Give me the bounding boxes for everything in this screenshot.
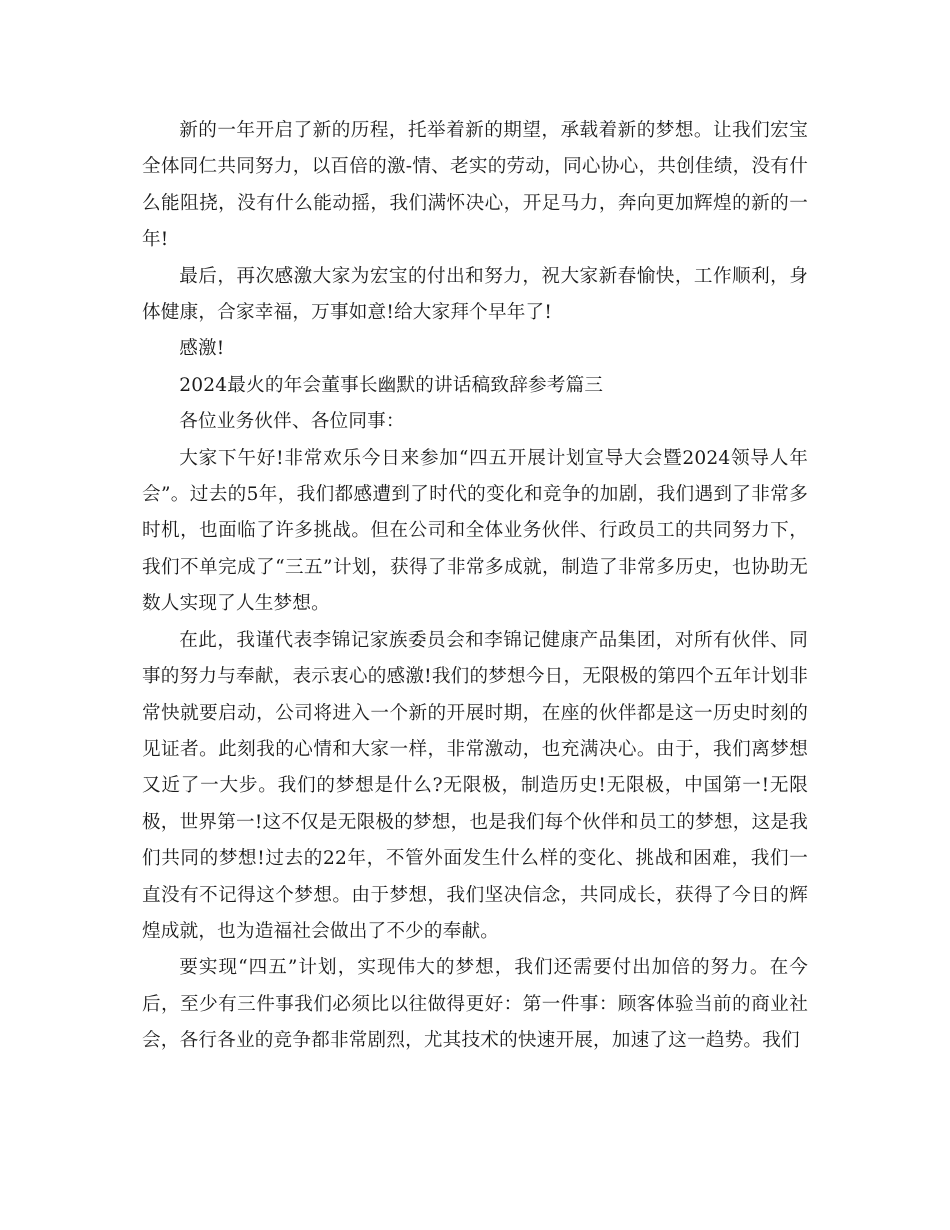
- section-heading: 2024最火的年会董事长幽默的讲话稿致辞参考篇三: [179, 374, 604, 396]
- paragraph: 大家下午好!非常欢乐今日来参加“四五开展计划宣导大会暨2024领导人年会”。过去的5年，我们都感遭到了时代的变化和竞争的加剧，我们遇到了非常多时机，也面临了许多挑战。但在公司和全体业务伙伴、行政员工的共同努力下，我们不单完成了“三五”计划，获得了非常多成就，制造了非常多历史，也协助无数人实现了人生梦想。: [142, 447, 808, 615]
- paragraph: 要实现“四五”计划，实现伟大的梦想，我们还需要付出加倍的努力。在今后，至少有三件事我们必须比以往做得更好：第一件事：顾客体验当前的商业社会，各行各业的竞争都非常剧烈，尤其技术的快速开展，加速了这一趋势。我们: [142, 957, 808, 1052]
- paragraph: 在此，我谨代表李锦记家族委员会和李锦记健康产品集团，对所有伙伴、同事的努力与奉献，表示衷心的感激!我们的梦想今日，无限极的第四个五年计划非常快就要启动，公司将进入一个新的开展时期，在座的伙伴都是这一历史时刻的见证者。此刻我的心情和大家一样，非常激动，也充满决心。由于，我们离梦想又近了一大步。我们的梦想是什么?无限极，制造历史!无限极，中国第一!无限极，世界第一!这不仅是无限极的梦想，也是我们每个伙伴和员工的梦想，这是我们共同的梦想!过去的22年，不管外面发生什么样的变化、挑战和困难，我们一直没有不记得这个梦想。由于梦想，我们坚决信念，共同成长，获得了今日的辉煌成就，也为造福社会做出了不少的奉献。: [142, 629, 808, 942]
- paragraph: 新的一年开启了新的历程，托举着新的期望，承载着新的梦想。让我们宏宝全体同仁共同努力，以百倍的激-情、老实的劳动，同心协心，共创佳绩，没有什么能阻挠，没有什么能动摇，我们满怀决心，开足马力，奔向更加辉煌的新的一年!: [142, 120, 808, 251]
- paragraph: 感激!: [179, 338, 225, 360]
- salutation: 各位业务伙伴、各位同事：: [179, 411, 405, 433]
- paragraph: 最后，再次感激大家为宏宝的付出和努力，祝大家新春愉快，工作顺利，身体健康，合家幸福，万事如意!给大家拜个早年了!: [142, 265, 808, 324]
- document-body: [142, 113, 808, 1060]
